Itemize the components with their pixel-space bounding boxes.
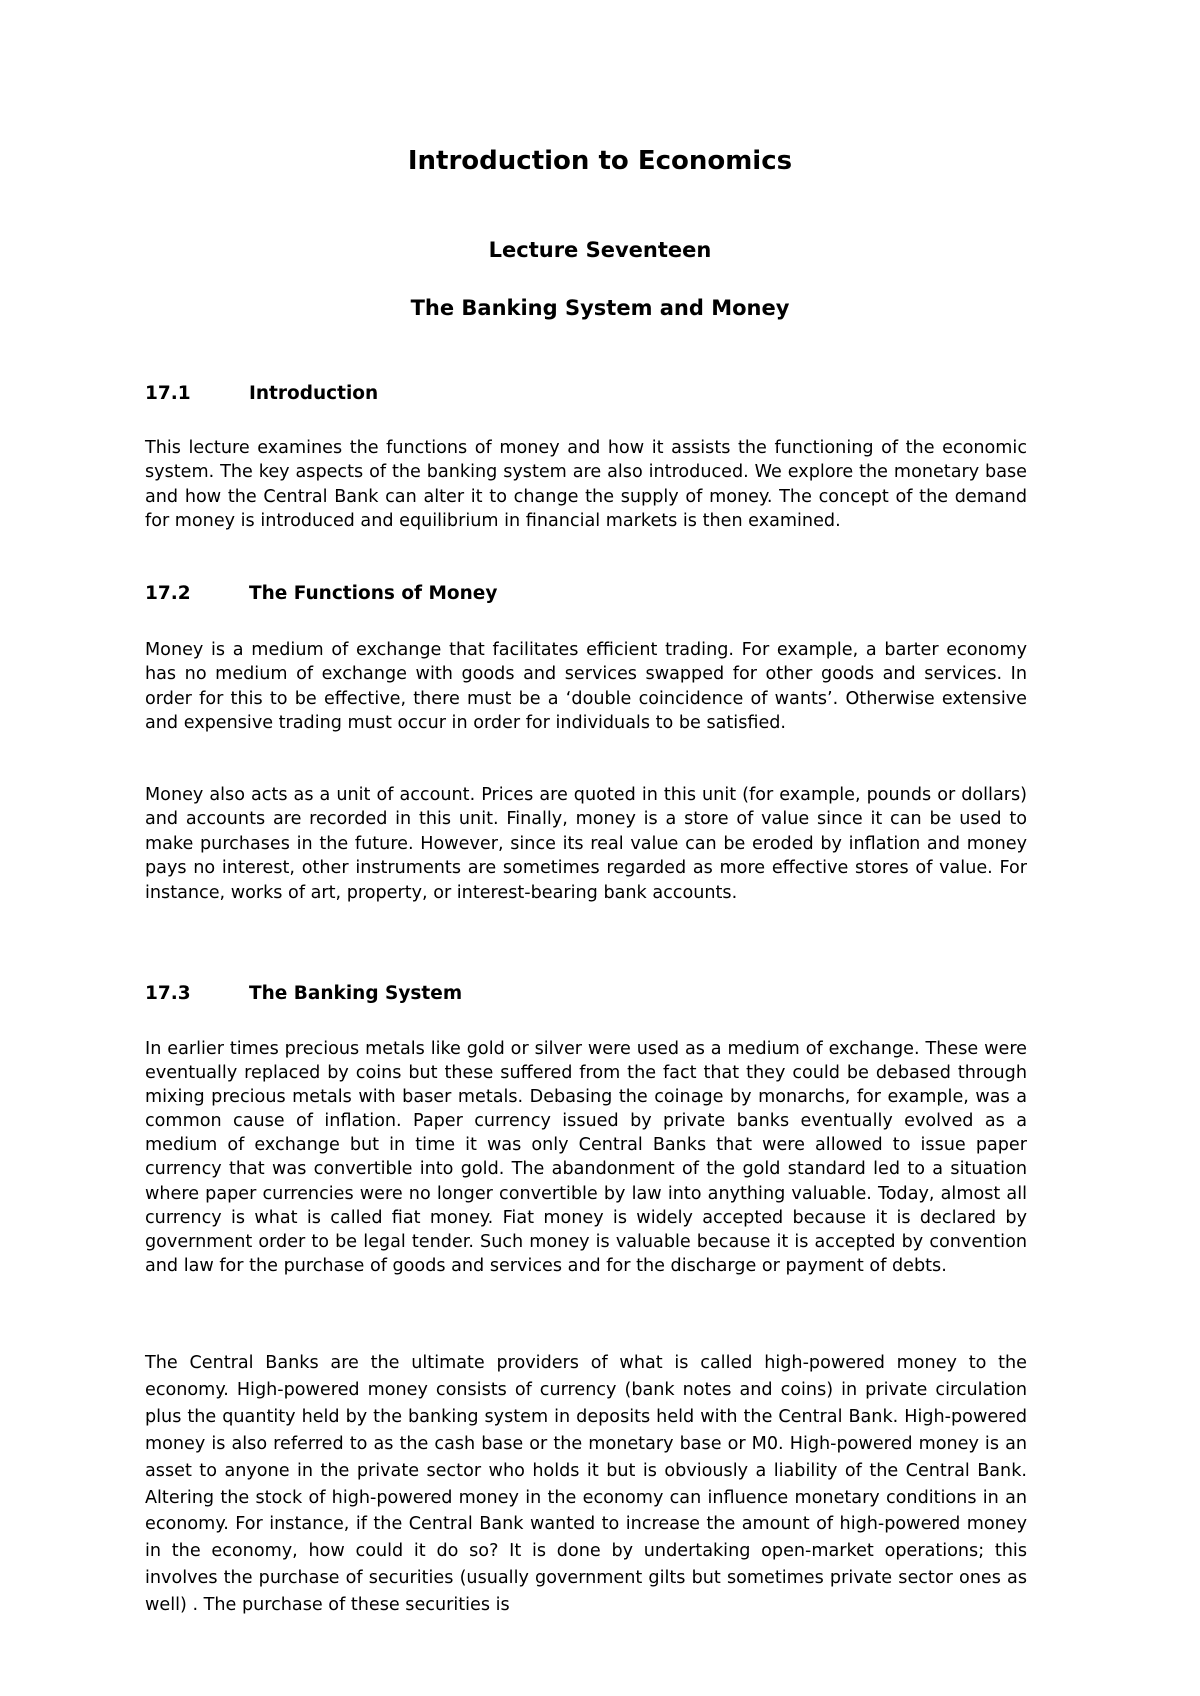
paragraph: Money also acts as a unit of account. Prices are quoted in this unit (for example, pounds or dollars) and accounts are recorded in this unit. Finally, money is a store of value since it can be used to make purchases in the future. However, since its real value can be eroded by inflation and money pays no interest, other instruments are sometimes regarded as more effective stores of value. For instance, works of art, property, or interest-bearing bank accounts. xyxy=(145,785,1027,903)
section-number: 17.1 xyxy=(145,383,191,404)
section-number: 17.3 xyxy=(145,983,191,1004)
section-heading xyxy=(145,583,497,604)
section-title: The Functions of Money xyxy=(249,583,498,604)
paragraph: In earlier times precious metals like gold or silver were used as a medium of exchange. These were eventually replaced by coins but these suffered from the fact that they could be debased through mixing precious metals with baser metals. Debasing the coinage by monarchs, for example, was a common cause of inflation. Paper currency issued by private banks eventually evolved as a medium of exchange but in time it was only Central Banks that were allowed to issue paper currency that was convertible into gold. The abandonment of the gold standard led to a situation where paper currencies were no longer convertible by law into anything valuable. Today, almost all currency is what is called fiat money. Fiat money is widely accepted because it is declared by government order to be legal tender. Such money is valuable because it is accepted by convention and law for the purchase of goods and services and for the discharge or payment of debts. xyxy=(145,1039,1027,1276)
section-title: Introduction xyxy=(249,383,379,404)
section-heading xyxy=(145,983,462,1004)
section-number: 17.2 xyxy=(145,583,191,604)
lecture-title: The Banking System and Money xyxy=(410,296,790,320)
section-heading xyxy=(145,383,378,404)
lecture-number: Lecture Seventeen xyxy=(488,238,712,262)
paragraph: The Central Banks are the ultimate providers of what is called high-powered money to the economy. High-powered money consists of currency (bank notes and coins) in private circulation plus the quantity held by the banking system in deposits held with the Central Bank. High-powered money is also referred to as the cash base or the monetary base or M0. High-powered money is an asset to anyone in the private sector who holds it but is obviously a liability of the Central Bank. Altering the stock of high-powered money in the economy can influence monetary conditions in an economy. For instance, if the Central Bank wanted to increase the amount of high-powered money in the economy, how could it do so? It is done by undertaking open-market operations; this involves the purchase of securities (usually government gilts but sometimes private sector ones as well) . The purchase of these securities is xyxy=(145,1353,1027,1616)
paragraph: This lecture examines the functions of money and how it assists the functioning of the economic system. The key aspects of the banking system are also introduced. We explore the monetary base and how the Central Bank can alter it to change the supply of money. The concept of the demand for money is introduced and equilibrium in financial markets is then examined. xyxy=(145,438,1027,532)
document-title: Introduction to Economics xyxy=(407,146,793,176)
paragraph: Money is a medium of exchange that facilitates efficient trading. For example, a barter economy has no medium of exchange with goods and services swapped for other goods and services. In order for this to be effective, there must be a ‘double coincidence of wants’. Otherwise extensive and expensive trading must occur in order for individuals to be satisfied. xyxy=(145,640,1027,734)
section-title: The Banking System xyxy=(249,983,463,1004)
